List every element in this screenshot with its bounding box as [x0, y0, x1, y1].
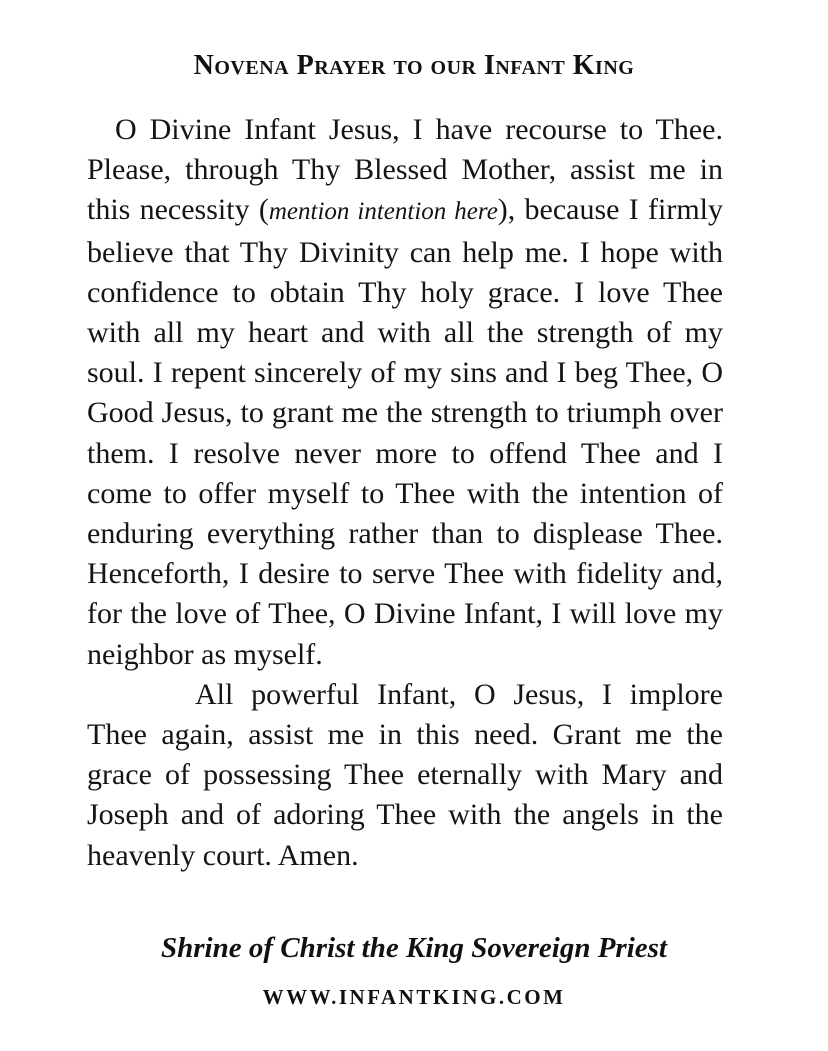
- prayer-title: Novena Prayer to our Infant King: [193, 50, 635, 81]
- prayer-paragraph-2: All powerful Infant, O Jesus, I implore Thee again, assist me in this need. Grant me the grace of possessing Thee eternally with Mary and Joseph and of adoring Thee with the angels in the heavenly court. Amen.: [87, 677, 723, 872]
- paragraph-1-text-after: ), because I firmly believe that Thy Divinity can help me. I hope with confidence to obtain Thy holy grace. I love Thee with all my heart and with all the strength of my soul. I repent sincerely of my sins and I beg Thee, O Good Jesus, to grant me the strength to triumph over them. I resolve never more to offend Thee and I come to offer myself to Thee with the intention of enduring everything rather than to displease Thee. Henceforth, I desire to serve Thee with fidelity and, for the love of Thee, O Divine Infant, I will love my neighbor as myself.: [87, 193, 723, 671]
- website-url: WWW.INFANTKING.COM: [262, 985, 566, 1009]
- intention-note: mention intention here: [268, 198, 498, 226]
- prayer-body: [87, 110, 723, 876]
- paragraph-1-text-before: O Divine Infant Jesus, I have recourse to Thee. Please, through Thy Blessed Mother, assist me in this necessity (: [87, 113, 723, 227]
- prayer-paragraph-1: [87, 110, 723, 675]
- shrine-name: Shrine of Christ the King Sovereign Priest: [161, 932, 667, 964]
